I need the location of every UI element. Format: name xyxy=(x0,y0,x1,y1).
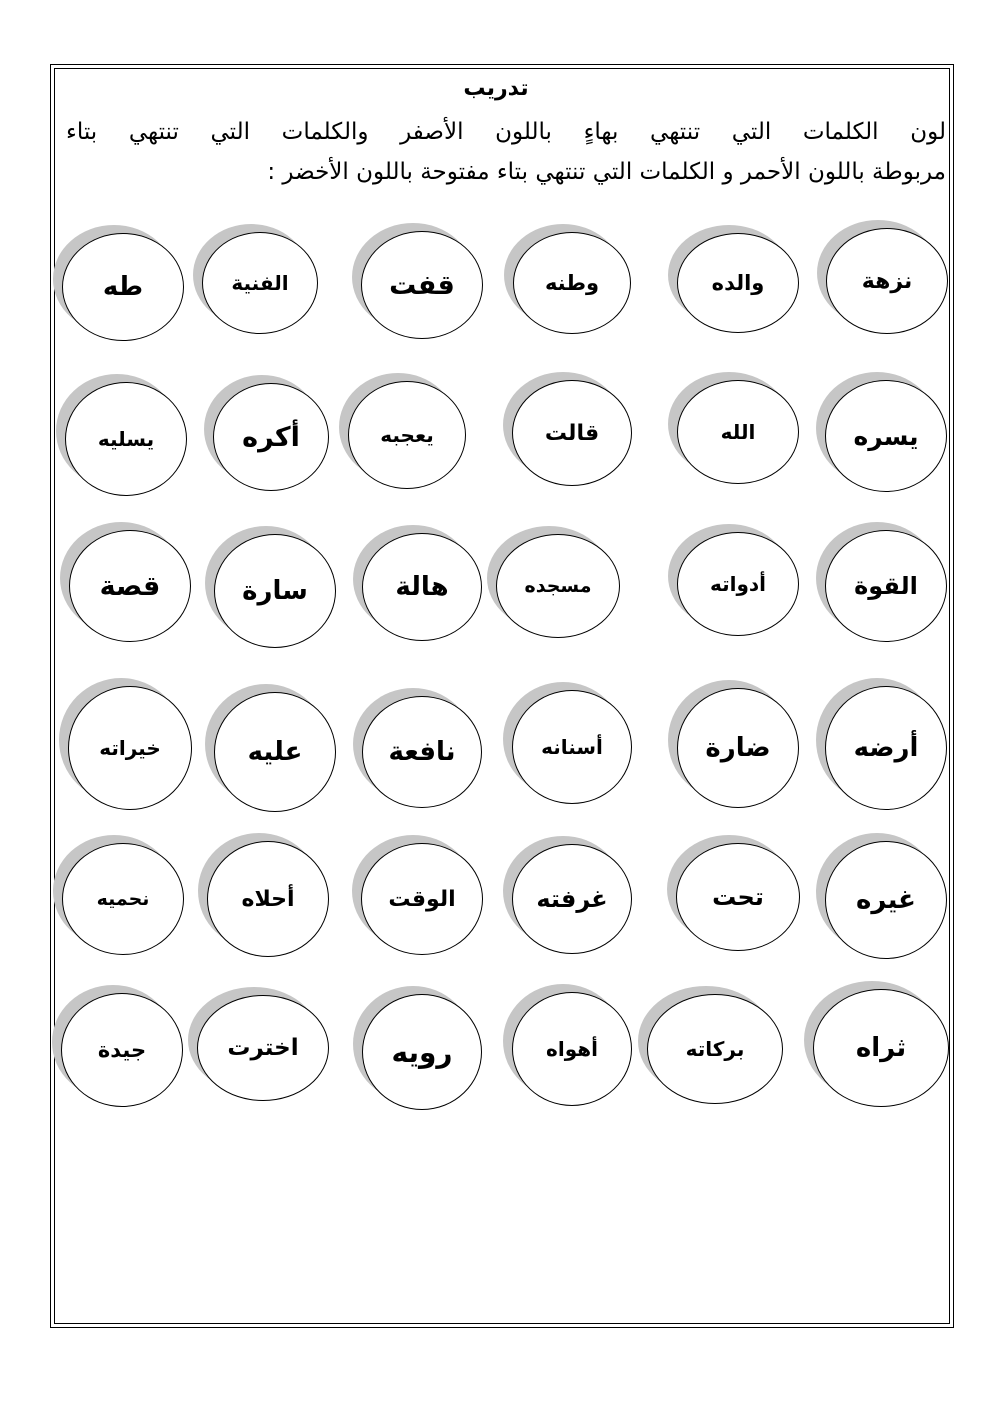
bubble-word: يسليه xyxy=(97,427,155,451)
word-bubble[interactable] xyxy=(496,534,620,638)
word-bubble[interactable] xyxy=(677,380,799,484)
word-bubble[interactable] xyxy=(825,841,947,959)
bubble-word: أحلاه xyxy=(241,886,295,912)
word-bubble[interactable] xyxy=(512,690,632,804)
bubble-word: غرفته xyxy=(536,885,608,913)
bubble-word: ثراه xyxy=(855,1033,907,1063)
word-bubble[interactable] xyxy=(202,232,318,334)
word-bubble[interactable] xyxy=(62,233,184,341)
bubble-word: نحميه xyxy=(96,888,150,910)
word-bubble[interactable] xyxy=(361,843,483,955)
word-bubble[interactable] xyxy=(512,992,632,1106)
bubble-word: نزهة xyxy=(861,268,913,294)
word-bubble[interactable] xyxy=(362,533,482,641)
word-bubble[interactable] xyxy=(676,843,800,951)
bubble-word: هالة xyxy=(395,572,449,602)
word-bubble[interactable] xyxy=(677,233,799,333)
bubble-word: الفنية xyxy=(231,271,289,295)
bubble-word: سارة xyxy=(242,576,308,606)
bubble-word: طه xyxy=(102,272,144,302)
word-bubble[interactable] xyxy=(647,994,783,1104)
bubble-word: بركاته xyxy=(685,1037,745,1061)
instruction-line-2: مربوطة باللون الأحمر و الكلمات التي تنتهي بتاء مفتوحة باللون الأخضر : xyxy=(267,159,946,185)
word-bubble[interactable] xyxy=(68,686,192,810)
word-bubble[interactable] xyxy=(677,688,799,808)
word-bubble[interactable] xyxy=(512,380,632,486)
word-bubble[interactable] xyxy=(513,232,631,334)
word-bubble[interactable] xyxy=(512,844,632,954)
bubble-word: تحت xyxy=(712,883,764,911)
bubble-word: عليه xyxy=(247,737,303,767)
word-bubble[interactable] xyxy=(214,692,336,812)
word-bubble[interactable] xyxy=(825,530,947,642)
bubble-word: غيره xyxy=(856,885,916,915)
bubble-word: يعجبه xyxy=(380,423,434,447)
instruction-line-1: لون الكلمات التي تنتهي بهاءٍ باللون الأصفر والكلمات التي تنتهي بتاء xyxy=(66,119,946,145)
bubble-word: مسجده xyxy=(524,575,592,597)
bubble-word: قالت xyxy=(544,420,600,446)
word-bubble[interactable] xyxy=(825,686,947,810)
bubble-word: يسره xyxy=(853,421,919,451)
word-bubble[interactable] xyxy=(213,383,329,491)
bubble-word: أهواه xyxy=(546,1037,598,1061)
bubble-word: والده xyxy=(711,271,765,295)
bubble-word: أسنانه xyxy=(541,735,603,759)
word-bubble[interactable] xyxy=(214,534,336,648)
word-bubble[interactable] xyxy=(197,995,329,1101)
worksheet-title: تدريب xyxy=(463,76,529,101)
bubble-word: قصة xyxy=(99,570,161,602)
bubble-word: قفت xyxy=(389,269,455,301)
word-bubble[interactable] xyxy=(677,532,799,636)
word-bubble[interactable] xyxy=(362,994,482,1110)
bubble-word: وطنه xyxy=(544,271,600,295)
word-bubble[interactable] xyxy=(61,993,183,1107)
bubble-word: خيراته xyxy=(99,736,161,760)
word-bubble[interactable] xyxy=(348,381,466,489)
word-bubble[interactable] xyxy=(825,380,947,492)
bubble-word: اخترت xyxy=(227,1035,299,1061)
word-bubble[interactable] xyxy=(813,989,949,1107)
bubble-word: الوقت xyxy=(388,886,456,912)
bubble-word: رويه xyxy=(391,1035,453,1069)
word-bubble[interactable] xyxy=(65,382,187,496)
word-bubble[interactable] xyxy=(361,231,483,339)
bubble-word: جيدة xyxy=(97,1038,147,1062)
bubble-word: أرضه xyxy=(853,733,919,763)
bubble-word: أدواته xyxy=(709,572,767,596)
word-bubble[interactable] xyxy=(207,841,329,957)
bubble-word: أكره xyxy=(242,421,300,453)
bubble-word: الله xyxy=(720,420,756,444)
word-bubble[interactable] xyxy=(69,530,191,642)
word-bubble[interactable] xyxy=(826,228,948,334)
bubble-word: ضارة xyxy=(705,733,771,763)
bubble-word: القوة xyxy=(854,572,918,600)
word-bubble[interactable] xyxy=(62,843,184,955)
bubble-word: نافعة xyxy=(388,737,456,767)
word-bubble[interactable] xyxy=(362,696,482,808)
